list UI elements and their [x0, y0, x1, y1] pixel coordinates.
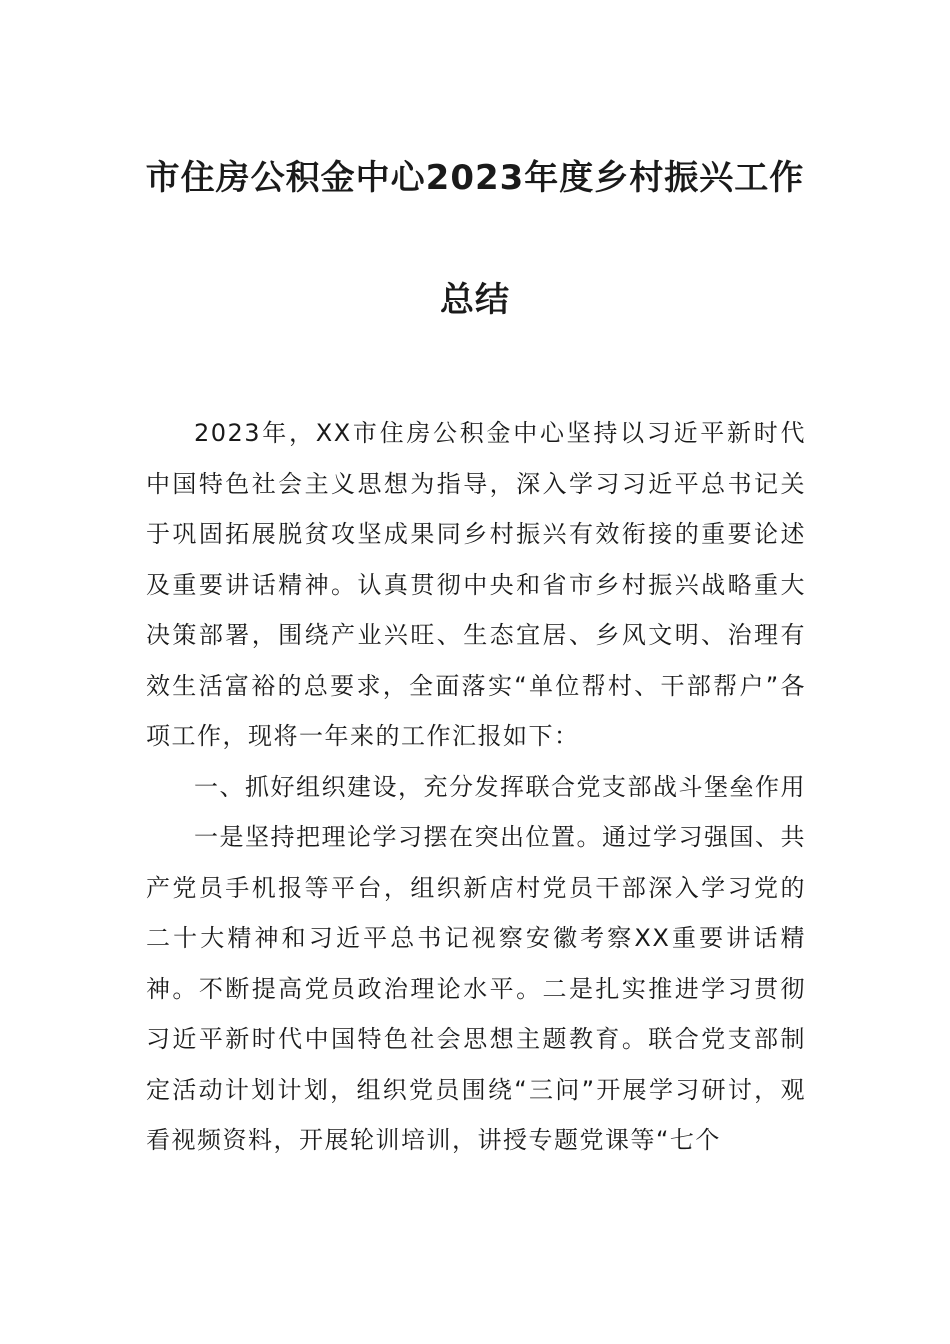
document-title-line-1: 市住房公积金中心2023年度乡村振兴工作 [145, 158, 805, 198]
paragraph-intro: 2023年，XX市住房公积金中心坚持以习近平新时代中国特色社会主义思想为指导，深入学习习近平总书记关于巩固拓展脱贫攻坚成果同乡村振兴有效衔接的重要论述及重要讲话精神。认真贯彻中央和省市乡村振兴战略重大决策部署，围绕产业兴旺、生态宜居、乡风文明、治理有效生活富裕的总要求，全面落实“单位帮村、干部帮户”各项工作，现将一年来的工作汇报如下： [146, 419, 806, 750]
paragraph-section-content: 一是坚持把理论学习摆在突出位置。通过学习强国、共产党员手机报等平台，组织新店村党员干部深入学习党的二十大精神和习近平总书记视察安徽考察XX重要讲话精神。不断提高党员政治理论水平。二是扎实推进学习贯彻习近平新时代中国特色社会思想主题教育。联合党支部制定活动计划计划，组织党员围绕“三问”开展学习研讨，观看视频资料，开展轮训培训，讲授专题党课等“七个 [146, 823, 806, 1154]
document-title-line-2: 总结 [440, 280, 510, 320]
document-body [146, 408, 806, 1166]
paragraph-section-heading: 一、抓好组织建设，充分发挥联合党支部战斗堡垒作用 [194, 772, 806, 801]
